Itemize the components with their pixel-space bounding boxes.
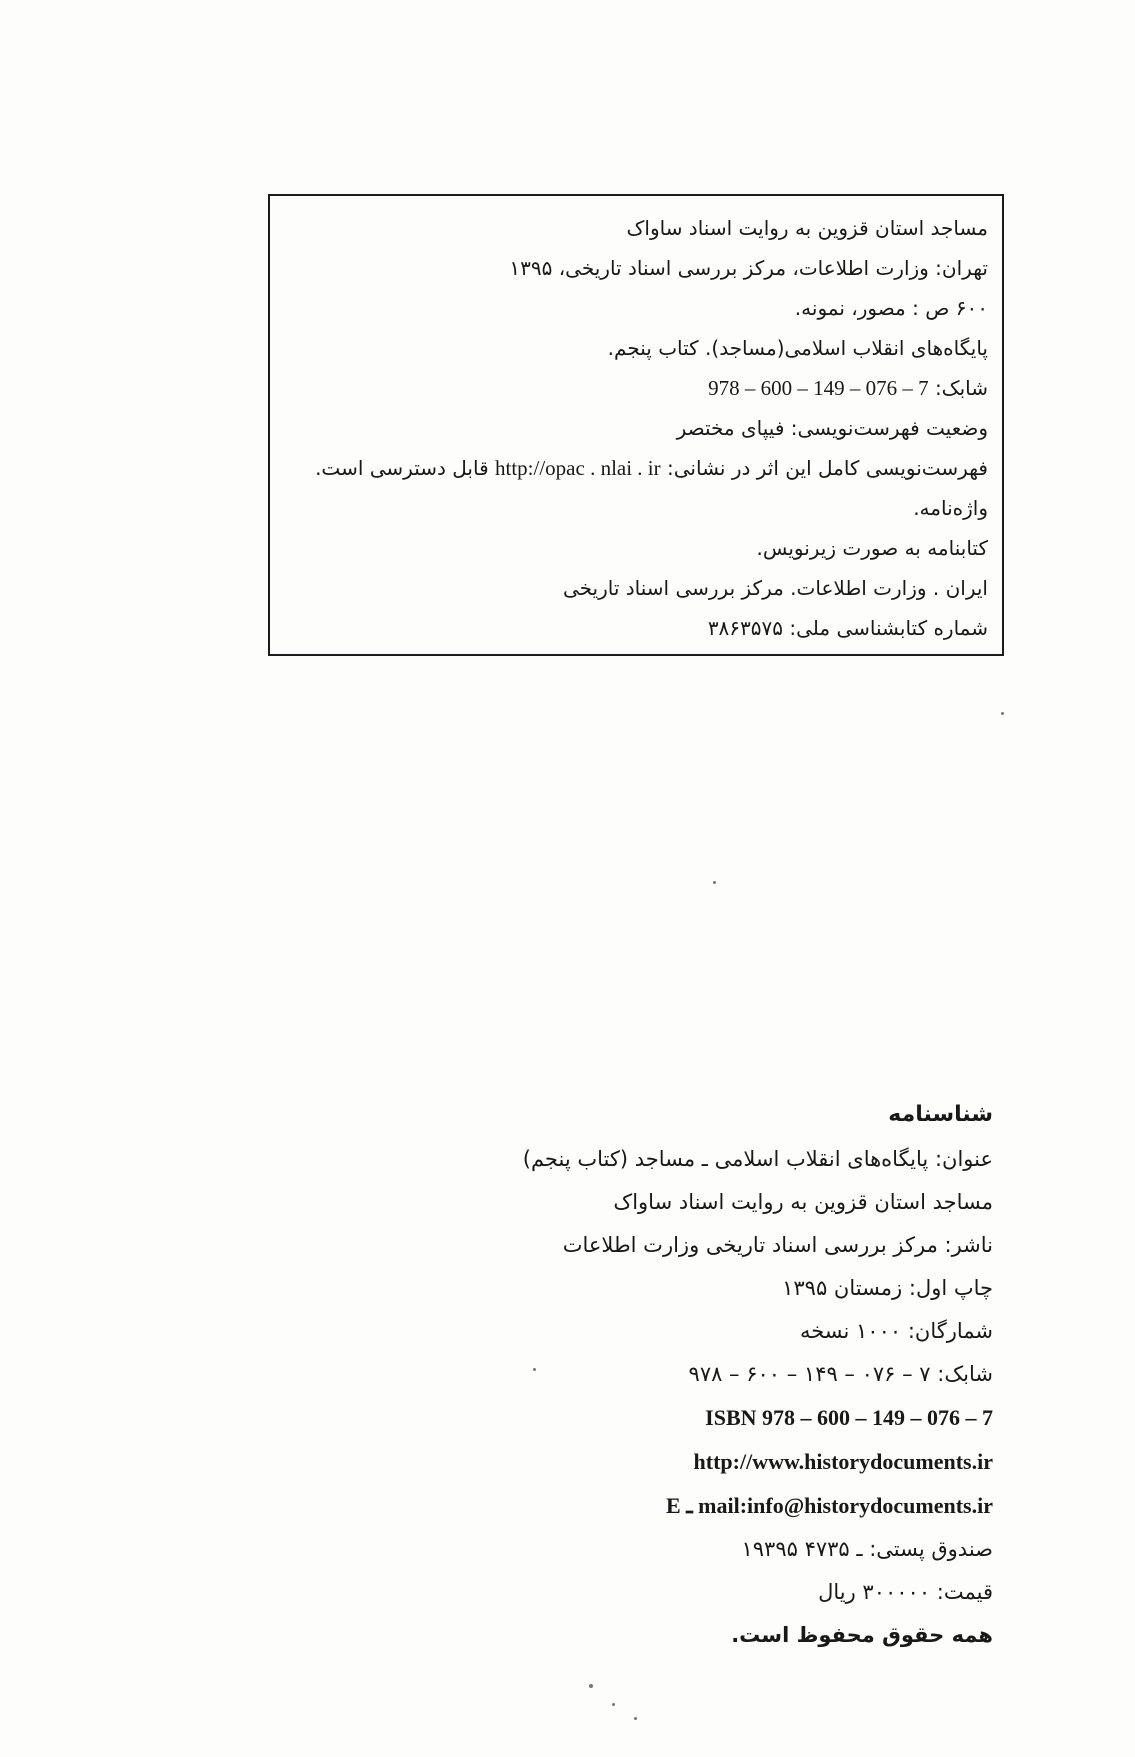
colophon-section: [523, 1092, 993, 1657]
colophon-line: [523, 1484, 993, 1528]
catalog-line: [280, 288, 988, 328]
persian-text-segment: واژه‌نامه.: [913, 496, 988, 520]
colophon-line: [523, 1267, 993, 1310]
colophon-line: [523, 1571, 993, 1614]
persian-text-segment: ایران . وزارت اطلاعات. مرکز بررسی اسناد تاریخی: [562, 576, 988, 600]
persian-text-segment: قیمت: ۳۰۰۰۰۰ ریال: [818, 1580, 993, 1604]
catalog-line: [280, 528, 988, 568]
persian-text-segment: فهرست‌نویسی کامل این اثر در نشانی:: [667, 456, 988, 480]
latin-text-segment: 978 – 600 – 149 – 076 – 7: [708, 376, 929, 400]
persian-text-segment: پایگاه‌های انقلاب اسلامی(مساجد). کتاب پنجم.: [607, 336, 988, 360]
scan-speck: [589, 1684, 593, 1688]
colophon-line: [523, 1528, 993, 1571]
latin-text-segment: http://opac . nlai . ir: [495, 456, 661, 480]
catalog-line: [280, 208, 988, 248]
persian-text-segment: وضعیت فهرست‌نویسی: فیپای مختصر: [676, 416, 988, 440]
scan-speck: [713, 881, 716, 884]
persian-text-segment: ۶۰۰ ص : مصور، نمونه.: [794, 296, 988, 320]
persian-text-segment: عنوان: پایگاه‌های انقلاب اسلامی ـ مساجد (کتاب پنجم): [522, 1147, 993, 1171]
colophon-line: [523, 1440, 993, 1484]
latin-text-segment: http://www.historydocuments.ir: [693, 1449, 993, 1474]
scan-speck: [1001, 712, 1004, 715]
persian-text-segment: مساجد استان قزوین به روایت اسناد ساواک: [613, 1190, 993, 1214]
persian-text-segment: تهران: وزارت اطلاعات، مرکز بررسی اسناد تاریخی، ۱۳۹۵: [509, 256, 988, 280]
colophon-line: [523, 1138, 993, 1181]
persian-text-segment: شابک:: [937, 1362, 993, 1386]
catalog-line: [280, 608, 988, 648]
scan-speck: [634, 1717, 637, 1720]
catalog-line: [280, 368, 988, 408]
colophon-line: [523, 1310, 993, 1353]
persian-text-segment: شمارگان: ۱۰۰۰ نسخه: [799, 1319, 993, 1343]
catalog-line: [280, 568, 988, 608]
persian-text-segment: صندوق پستی:: [869, 1537, 993, 1561]
persian-text-segment: همه حقوق محفوظ است.: [731, 1623, 993, 1647]
catalog-line: [280, 408, 988, 448]
colophon-line: [523, 1396, 993, 1440]
persian-text-segment: ناشر: مرکز بررسی اسناد تاریخی وزارت اطلاعات: [562, 1233, 993, 1257]
catalog-line: [280, 448, 988, 488]
persian-text-segment: ۹۷۸ – ۶۰۰ – ۱۴۹ – ۰۷۶ – ۷: [688, 1362, 931, 1386]
persian-text-segment: مساجد استان قزوین به روایت اسناد ساواک: [626, 216, 988, 240]
persian-text-segment: شماره کتابشناسی ملی: ۳۸۶۳۵۷۵: [707, 616, 988, 640]
colophon-line: [523, 1224, 993, 1267]
catalog-line: [280, 488, 988, 528]
persian-text-segment: ۱۹۳۹۵ ـ ۴۷۳۵: [741, 1537, 863, 1561]
cataloging-in-publication-box: [268, 194, 1004, 656]
colophon-line: [523, 1614, 993, 1657]
persian-text-segment: شابک:: [934, 376, 988, 400]
colophon-lines: [523, 1138, 993, 1657]
catalog-line: [280, 248, 988, 288]
persian-text-segment: چاپ اول: زمستان ۱۳۹۵: [782, 1276, 993, 1300]
scan-speck: [533, 1368, 536, 1371]
colophon-line: [523, 1353, 993, 1396]
persian-text-segment: کتابنامه به صورت زیرنویس.: [756, 536, 988, 560]
colophon-line: [523, 1181, 993, 1224]
persian-text-segment: قابل دسترسی است.: [315, 456, 489, 480]
scan-speck: [612, 1703, 615, 1706]
colophon-heading: شناسنامه: [888, 1102, 993, 1127]
latin-text-segment: E ـ mail:info@historydocuments.ir: [666, 1493, 993, 1518]
latin-text-segment: ISBN 978 – 600 – 149 – 076 – 7: [705, 1405, 993, 1430]
catalog-line: [280, 328, 988, 368]
